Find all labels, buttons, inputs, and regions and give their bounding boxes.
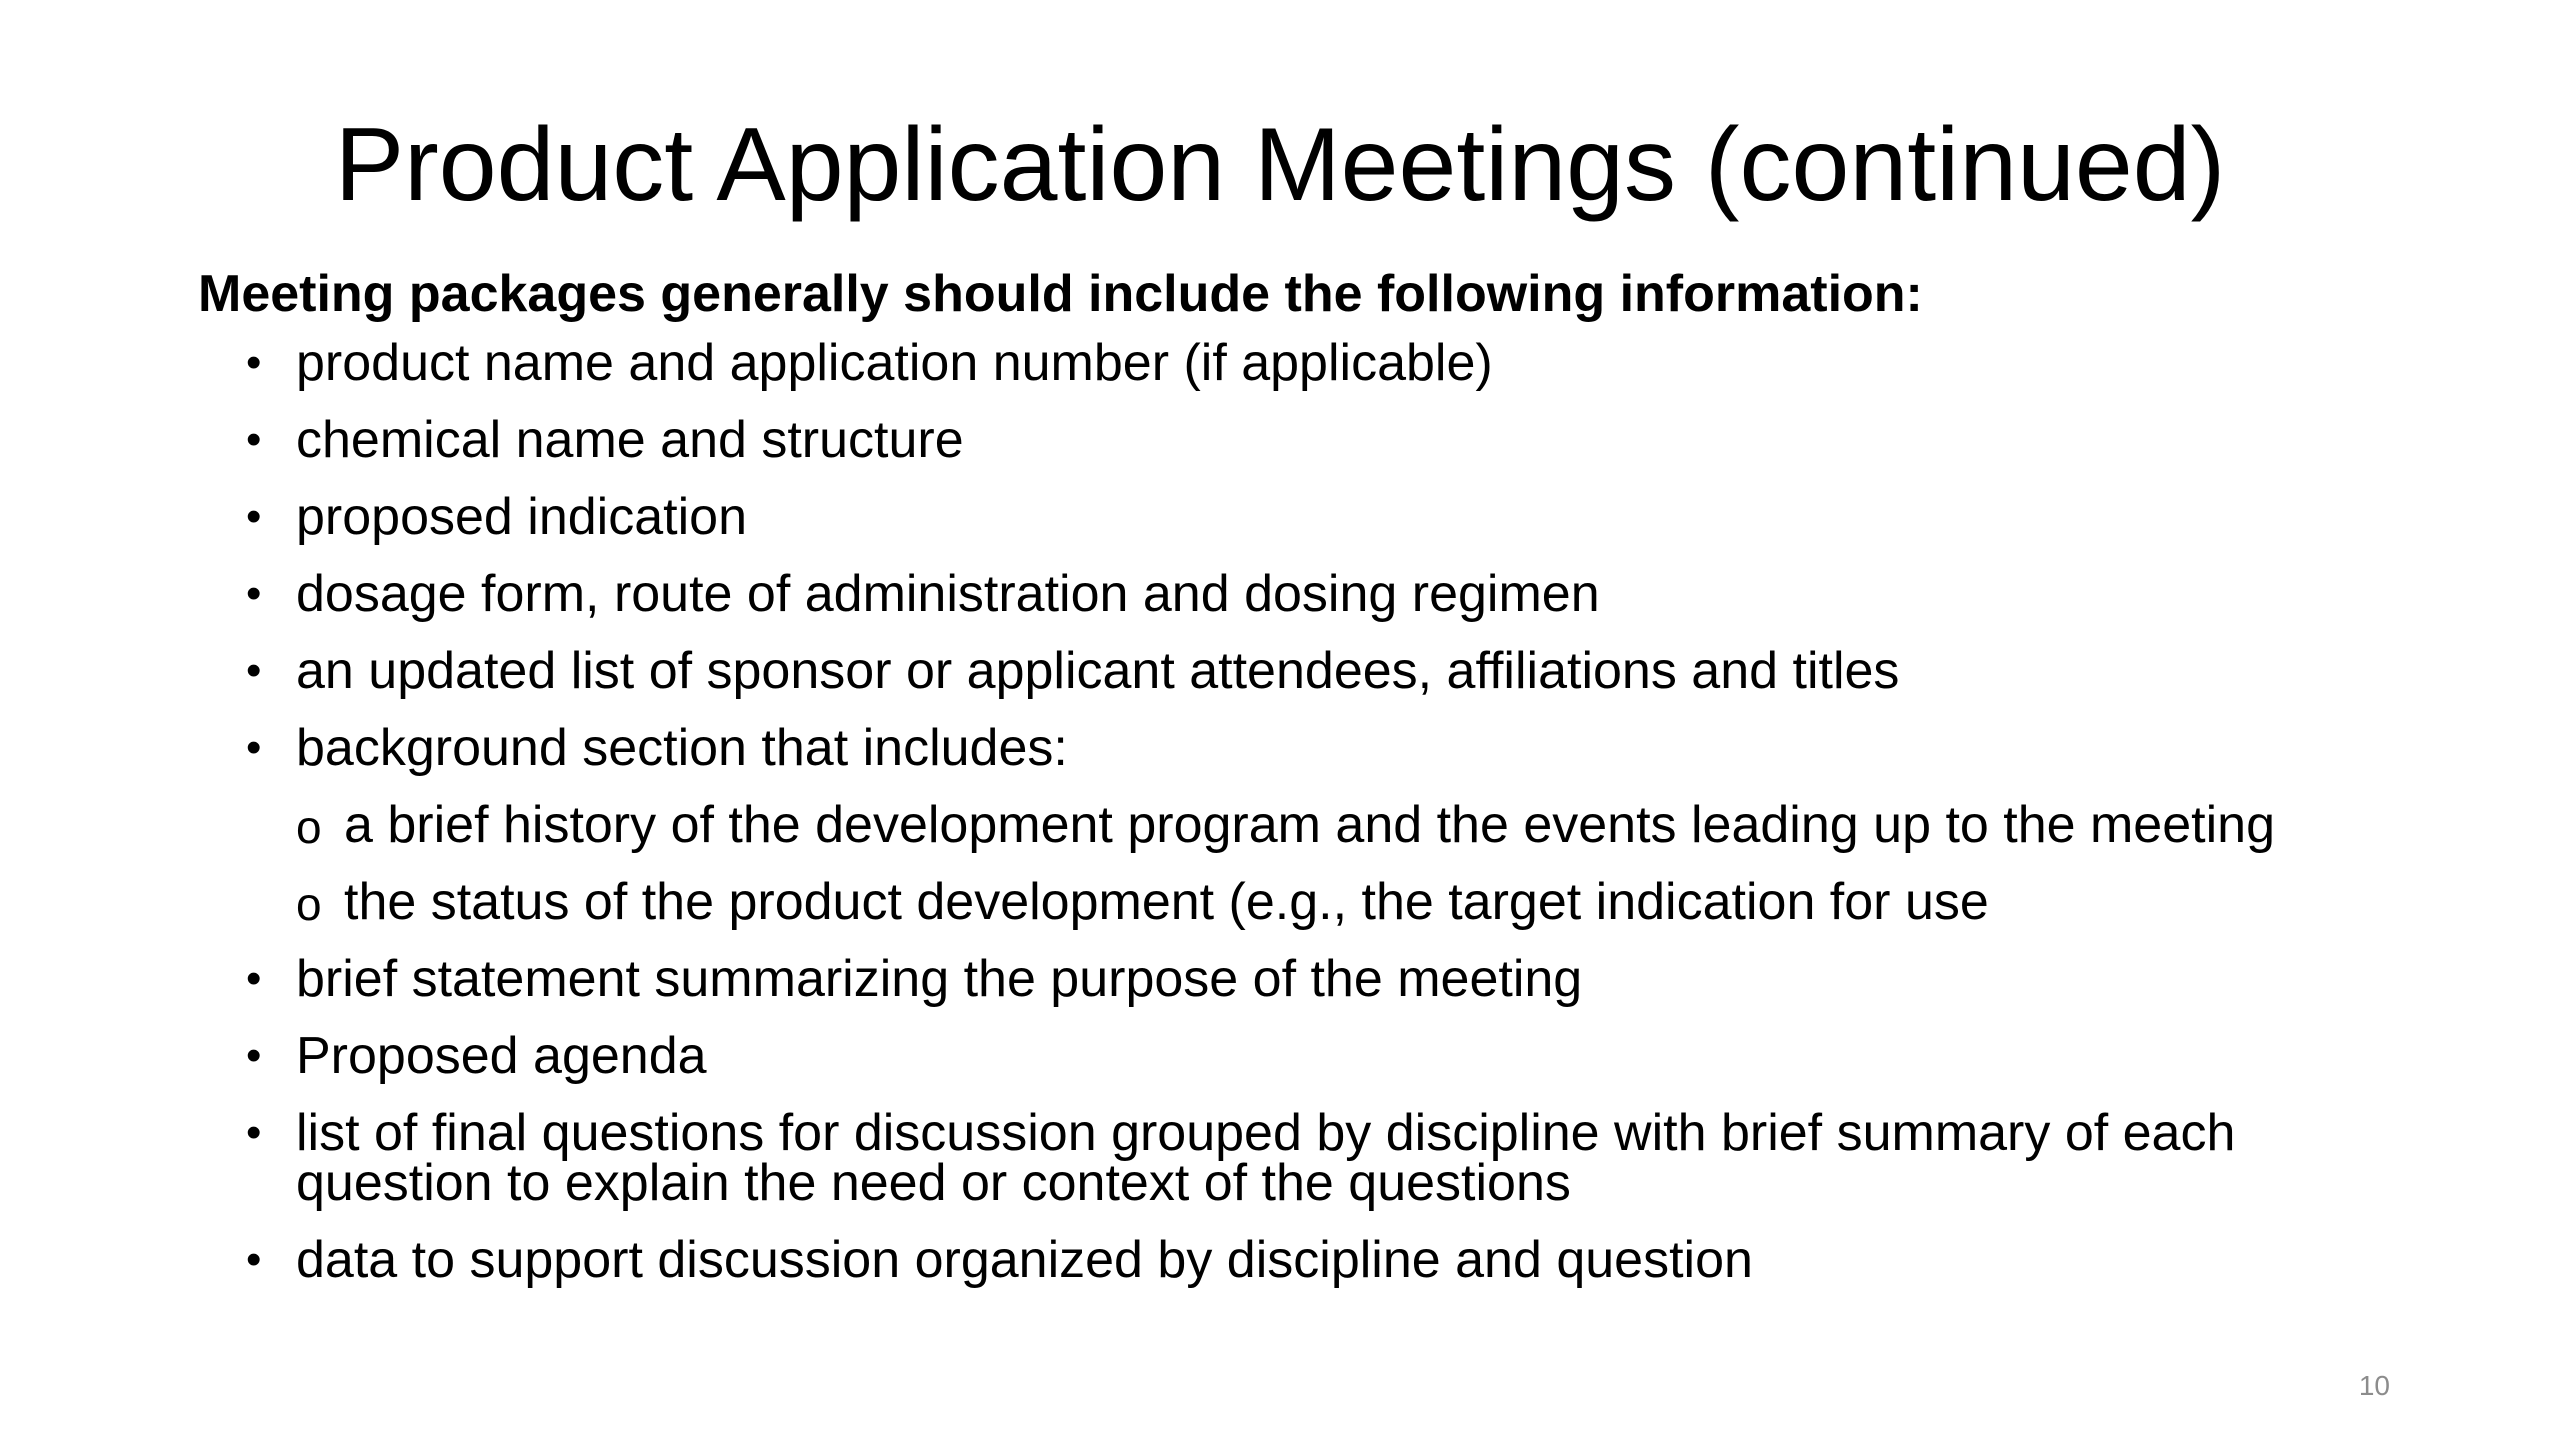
bullet-icon: • — [246, 569, 262, 618]
bullet-list — [198, 334, 2438, 1289]
list-item-text: product name and application number (if applicable) — [296, 334, 1493, 392]
sub-list-item-text: the status of the product development (e.g., the target indication for use — [344, 873, 1989, 931]
sub-list-item — [296, 873, 2438, 931]
bullet-icon: • — [246, 415, 262, 464]
bullet-icon: • — [246, 723, 262, 772]
list-item — [198, 950, 2438, 1008]
bullet-icon: • — [246, 338, 262, 387]
sub-bullet-icon: o — [296, 801, 322, 853]
list-item — [198, 334, 2438, 392]
slide-title: Product Application Meetings (continued) — [334, 107, 2226, 223]
list-item — [198, 642, 2438, 700]
page-number: 10 — [2358, 1370, 2390, 1401]
bullet-icon: • — [246, 492, 262, 541]
list-item — [198, 719, 2438, 931]
list-item-text: background section that includes: — [296, 719, 1068, 777]
bullet-icon: • — [246, 646, 262, 695]
list-item — [198, 565, 2438, 623]
sub-bullet-list — [296, 796, 2438, 931]
list-item — [198, 1027, 2438, 1085]
list-item — [198, 488, 2438, 546]
list-item — [198, 1104, 2438, 1212]
bullet-icon: • — [246, 1031, 262, 1080]
list-item-text: data to support discussion organized by discipline and question — [296, 1231, 1753, 1289]
intro-heading: Meeting packages generally should include the following information: — [198, 265, 1923, 323]
list-item — [198, 411, 2438, 469]
slide-content — [198, 258, 2438, 1289]
bullet-icon: • — [246, 1108, 262, 1157]
list-item-text: Proposed agenda — [296, 1027, 707, 1085]
list-item-text: an updated list of sponsor or applicant attendees, affiliations and titles — [296, 642, 1900, 700]
list-item-text: list of final questions for discussion grouped by discipline with brief summary of each question to explain the need or context of the questions — [296, 1104, 2236, 1212]
bullet-icon: • — [246, 954, 262, 1003]
list-item-text: dosage form, route of administration and dosing regimen — [296, 565, 1600, 623]
bullet-icon: • — [246, 1235, 262, 1284]
sub-list-item — [296, 796, 2438, 854]
list-item-text: chemical name and structure — [296, 411, 964, 469]
list-item-text: proposed indication — [296, 488, 747, 546]
sub-bullet-icon: o — [296, 878, 322, 930]
sub-list-item-text: a brief history of the development program and the events leading up to the meeting — [344, 796, 2275, 854]
list-item-text: brief statement summarizing the purpose of the meeting — [296, 950, 1583, 1008]
list-item — [198, 1231, 2438, 1289]
